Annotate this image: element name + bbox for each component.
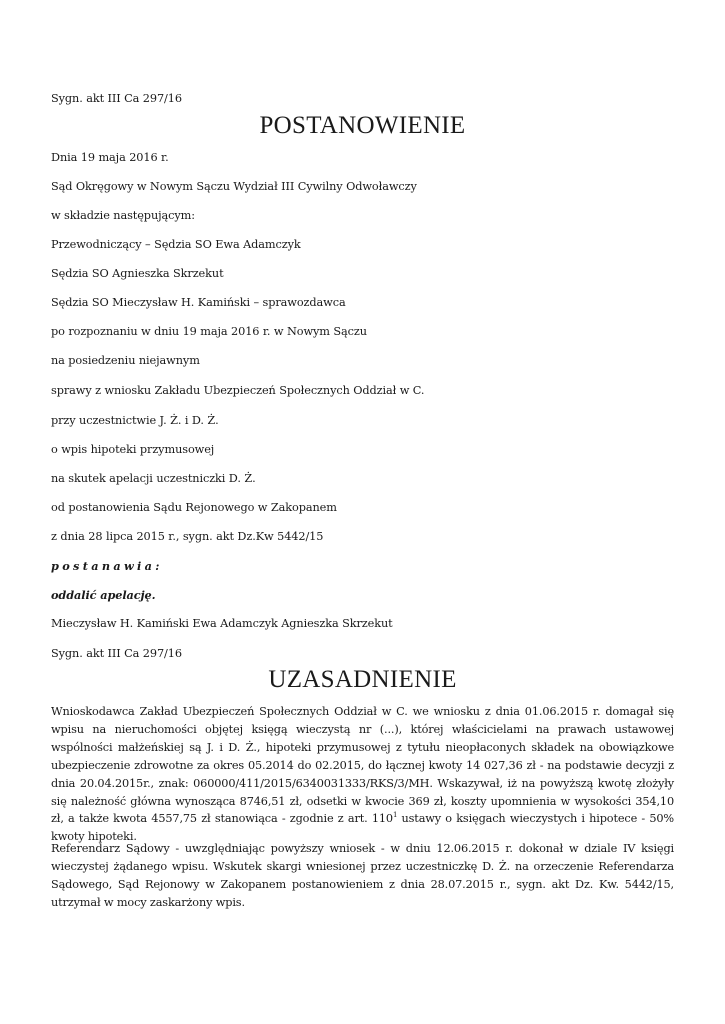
matter-line: sprawy z wniosku Zakładu Ubezpieczeń Społecznych Oddział w C. bbox=[51, 384, 425, 397]
lower-court-date-line: z dnia 28 lipca 2015 r., sygn. akt Dz.Kw 5442/15 bbox=[51, 530, 324, 543]
hearing-line: po rozpoznaniu w dniu 19 maja 2016 r. w Nowym Sączu bbox=[51, 325, 367, 338]
appeal-line: na skutek apelacji uczestniczki D. Ż. bbox=[51, 472, 256, 485]
composition-intro: w składzie następującym: bbox=[51, 209, 195, 222]
justification-paragraph-1 bbox=[51, 703, 674, 846]
court-name: Sąd Okręgowy w Nowym Sączu Wydział III Cywilny Odwoławczy bbox=[51, 180, 417, 193]
paragraph-1-text: Wnioskodawca Zakład Ubezpieczeń Społecznych Oddział w C. we wniosku z dnia 01.06.2015 r. domagał się wpisu na nieruchomości objętej księgą wieczystą nr (...), której właścicielami na prawach ustawowej wspólności małżeńskiej są J. i D. Ż., hipoteki przymusowej z tytułu nieopłaconych składek na obowiązkowe ubezpieczenie zdrowotne za okres 05.2014 do 02.2015, do łącznej kwoty 14 027,36 zł - na podstawie decyzji z dnia 20.04.2015r., znak: 060000/411/2015/6340031333/RKS/3/MH. Wskazywał, iż na powyższą kwotę złożyły się należność główna wynosząca 8746,51 zł, odsetki w kwocie 369 zł, koszty upomnienia w wysokości 354,10 zł, a także kwota 4557,75 zł stanowiąca - zgodnie z art. 110 bbox=[51, 705, 674, 826]
paragraph-1-text-end: ustawy o księgach wieczystych i hipotece - 50% kwoty hipoteki. bbox=[51, 812, 674, 844]
signatures-line: Mieczysław H. Kamiński Ewa Adamczyk Agnieszka Skrzekut bbox=[51, 617, 393, 630]
paragraph-1-superscript: 1 bbox=[392, 811, 398, 820]
justification-title: UZASADNIENIE bbox=[268, 666, 457, 693]
subject-line: o wpis hipoteki przymusowej bbox=[51, 443, 215, 456]
justification-paragraph-2: Referendarz Sądowy - uwzględniając powyższy wniosek - w dniu 12.06.2015 r. dokonał w dziale IV księgi wieczystej żądanego wpisu. Wskutek skargi wniesionej przez uczestniczkę D. Ż. na orzeczenie Referendarza Sądowego, Sąd Rejonowy w Zakopanem postanowieniem z dnia 28.07.2015 r., sygn. akt Dz. Kw. 5442/15, utrzymał w mocy zaskarżony wpis. bbox=[51, 842, 674, 909]
presiding-judge: Przewodniczący – Sędzia SO Ewa Adamczyk bbox=[51, 238, 301, 251]
participants-line: przy uczestnictwie J. Ż. i D. Ż. bbox=[51, 414, 219, 427]
decision-label: postanawia: bbox=[51, 559, 163, 573]
case-reference: Sygn. akt III Ca 297/16 bbox=[51, 92, 182, 105]
date-line: Dnia 19 maja 2016 r. bbox=[51, 151, 169, 164]
case-reference-2: Sygn. akt III Ca 297/16 bbox=[51, 647, 182, 660]
rapporteur-judge: Sędzia SO Mieczysław H. Kamiński – sprawozdawca bbox=[51, 296, 346, 309]
decision-text: oddalić apelację. bbox=[51, 588, 156, 602]
document-title: POSTANOWIENIE bbox=[259, 112, 466, 139]
lower-court-line: od postanowienia Sądu Rejonowego w Zakopanem bbox=[51, 501, 337, 514]
session-line: na posiedzeniu niejawnym bbox=[51, 354, 200, 367]
judge-line: Sędzia SO Agnieszka Skrzekut bbox=[51, 267, 224, 280]
